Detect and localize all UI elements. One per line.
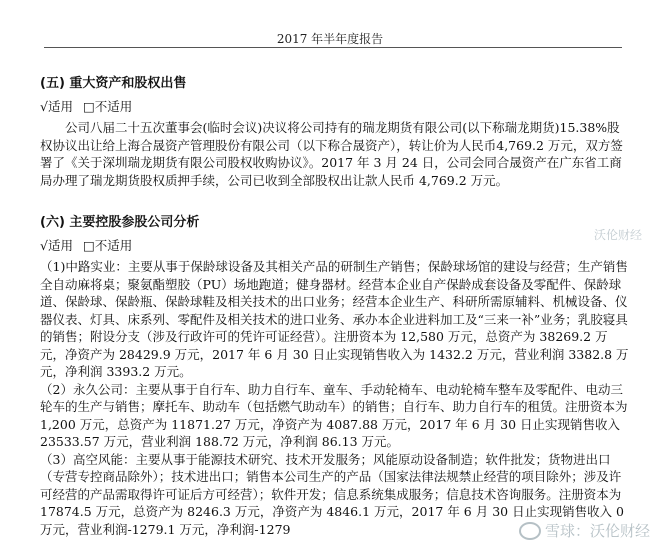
- snowball-logo-icon: [519, 522, 541, 540]
- section5-checkboxes: [40, 97, 630, 115]
- not-applicable-checkbox: □不适用: [82, 238, 133, 253]
- watermark-top: 沃伦财经: [593, 228, 642, 242]
- header-divider: [44, 47, 622, 48]
- document-body: [40, 72, 630, 538]
- subsidiary-entry-yongjiu: （2）永久公司：主要从事于自行车、助力自行车、童车、手动轮椅车、电动轮椅车整车及零配件、电动三轮车的生产与销售；摩托车、助动车（包括燃气助动车）的销售；自行车、助力自行车的租赁。注册资本为 1,200 万元，总资产为 11871.27 万元，净资产为 4087.88 万元，2017 年 6 月 30 日止实现销售收入 23533.57 万元，营业利润 188.72 万元，净利润 86.13 万元。: [40, 381, 628, 449]
- applicable-checkbox: √适用: [40, 238, 73, 253]
- not-applicable-checkbox: □不适用: [82, 99, 133, 114]
- watermark-text: 雪球：沃伦财经: [544, 522, 650, 540]
- subsidiary-entry-zhonglu: （1)中路实业：主要从事于保龄球设备及其相关产品的研制生产销售；保龄球场馆的建设与经营；生产销售全自动麻将桌；聚氨酯塑胶（PU）场地跑道；健身器材。经营本企业自产保龄成套设备及零配件、保龄球道、保龄球、保龄瓶、保龄球鞋及相关技术的出口业务；经营本企业生产、科研所需原辅料、机械设备、仪器仪表、灯具、床系列、零配件及相关技术的进口业务、承办本企业进料加工及“三来一补”业务；乳胶寝具的销售；附设分支（涉及行政许可的凭许可证经营）。注册资本为 12,580 万元，总资产为 38269.2 万元，净资产为 28429.9 万元，2017 年 6 月 30 日止实现销售收入为 1432.2 万元，营业利润 3382.8 万元，净利润 3393.2 万元。: [40, 259, 629, 379]
- subsidiary-entry-gaokong: （3）高空风能：主要从事于能源技术研究、技术开发服务；风能原动设备制造；软件批发；货物进出口（专营专控商品除外）；技术进出口；销售本公司生产的产品（国家法律法规禁止经营的项目除外；涉及许可经营的产品需取得许可证后方可经营）；软件开发；信息系统集成服务；信息技术咨询服务。注册资本为 17874.5 万元，总资产为 8246.3 万元，净资产为 4846.1 万元，2017 年 6 月 30 日止实现销售收入 0 万元，营业利润-1279.1 万元，净利润-1279: [40, 451, 624, 537]
- page-header-title: 2017 年半年度报告: [276, 32, 384, 46]
- section6-heading: (六) 主要控股参股公司分析: [40, 215, 200, 230]
- section6-checkboxes: [40, 236, 630, 254]
- section5-paragraph: 公司八届二十五次董事会(临时会议)决议将公司持有的瑞龙期货有限公司(以下称瑞龙期货)15.38%股权协议出让给上海合晟资产管理股份有限公司（以下称合晟资产），转让价为人民币4,769.2 万元，双方签署了《关于深圳瑞龙期货有限公司股权收购协议》。2017 年 3 月 24 日，公司会同合晟资产在广东省工商局办理了瑞龙期货股权质押手续，公司已收到全部股权出让款人民币 4,769.2 万元。: [40, 120, 623, 188]
- section5-heading: (五) 重大资产和股权出售: [40, 76, 187, 91]
- watermark: [519, 520, 650, 541]
- applicable-checkbox: √适用: [40, 99, 73, 114]
